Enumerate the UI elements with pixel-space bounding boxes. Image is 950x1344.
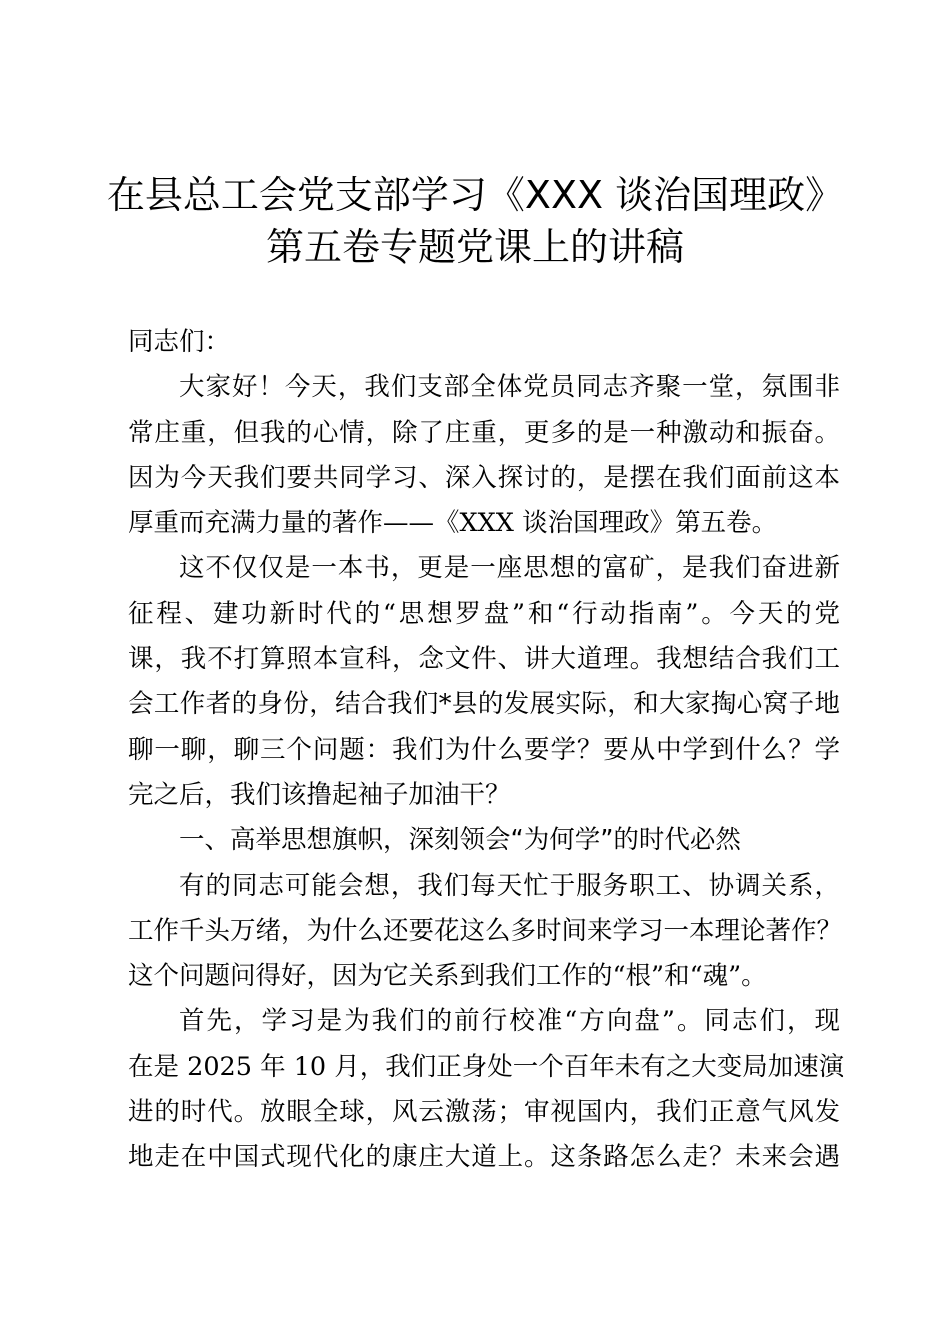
paragraph-line: 首先，学习是为我们的前行校准“方向盘”。同志们，现	[179, 1006, 840, 1037]
paragraph-line: 会工作者的身份，结合我们*县的发展实际，和大家掏心窝子地	[128, 689, 840, 720]
paragraph-3	[128, 864, 843, 1000]
document-title-line-1: 在县总工会党支部学习《XXX 谈治国理政》	[106, 173, 844, 217]
paragraph-line: 这个问题问得好，因为它关系到我们工作的“根”和“魂”。	[128, 961, 767, 992]
paragraph-1	[128, 365, 840, 546]
paragraph-4	[128, 999, 845, 1180]
paragraph-line: 厚重而充满力量的著作——《XXX 谈治国理政》第五卷。	[128, 508, 778, 539]
paragraph-line: 聊一聊，聊三个问题：我们为什么要学？要从中学到什么？学	[128, 734, 840, 765]
paragraph-line: 地走在中国式现代化的康庄大道上。这条路怎么走？未来会遇	[128, 1142, 840, 1173]
paragraph-line: 有的同志可能会想，我们每天忙于服务职工、协调关系，	[179, 870, 840, 901]
paragraph-line: 在是 2025 年 10 月，我们正身处一个百年未有之大变局加速演	[128, 1051, 845, 1082]
paragraph-line: 征程、建功新时代的“思想罗盘”和“行动指南”。今天的党	[128, 598, 840, 629]
salutation-text: 同志们：	[128, 327, 231, 357]
paragraph-line: 这不仅仅是一本书，更是一座思想的富矿，是我们奋进新	[179, 553, 840, 584]
paragraph-line: 因为今天我们要共同学习、深入探讨的，是摆在我们面前这本	[128, 462, 840, 493]
section-heading-text: 一、高举思想旗帜，深刻领会“为何学”的时代必然	[179, 825, 741, 856]
salutation	[128, 320, 840, 365]
paragraph-2	[128, 546, 840, 818]
paragraph-line: 工作千头万绪，为什么还要花这么多时间来学习一本理论著作？	[128, 915, 843, 946]
paragraph-line: 大家好！今天，我们支部全体党员同志齐聚一堂，氛围非	[179, 372, 840, 403]
document-body	[128, 320, 845, 1181]
document-title-line-2: 第五卷专题党课上的讲稿	[265, 225, 684, 269]
section-heading-1	[128, 818, 840, 863]
paragraph-line: 进的时代。放眼全球，风云激荡；审视国内，我们正意气风发	[128, 1097, 840, 1128]
paragraph-line: 课，我不打算照本宣科，念文件、讲大道理。我想结合我们工	[128, 644, 840, 675]
paragraph-line: 完之后，我们该撸起袖子加油干？	[128, 779, 511, 810]
paragraph-line: 常庄重，但我的心情，除了庄重，更多的是一种激动和振奋。	[128, 417, 840, 448]
